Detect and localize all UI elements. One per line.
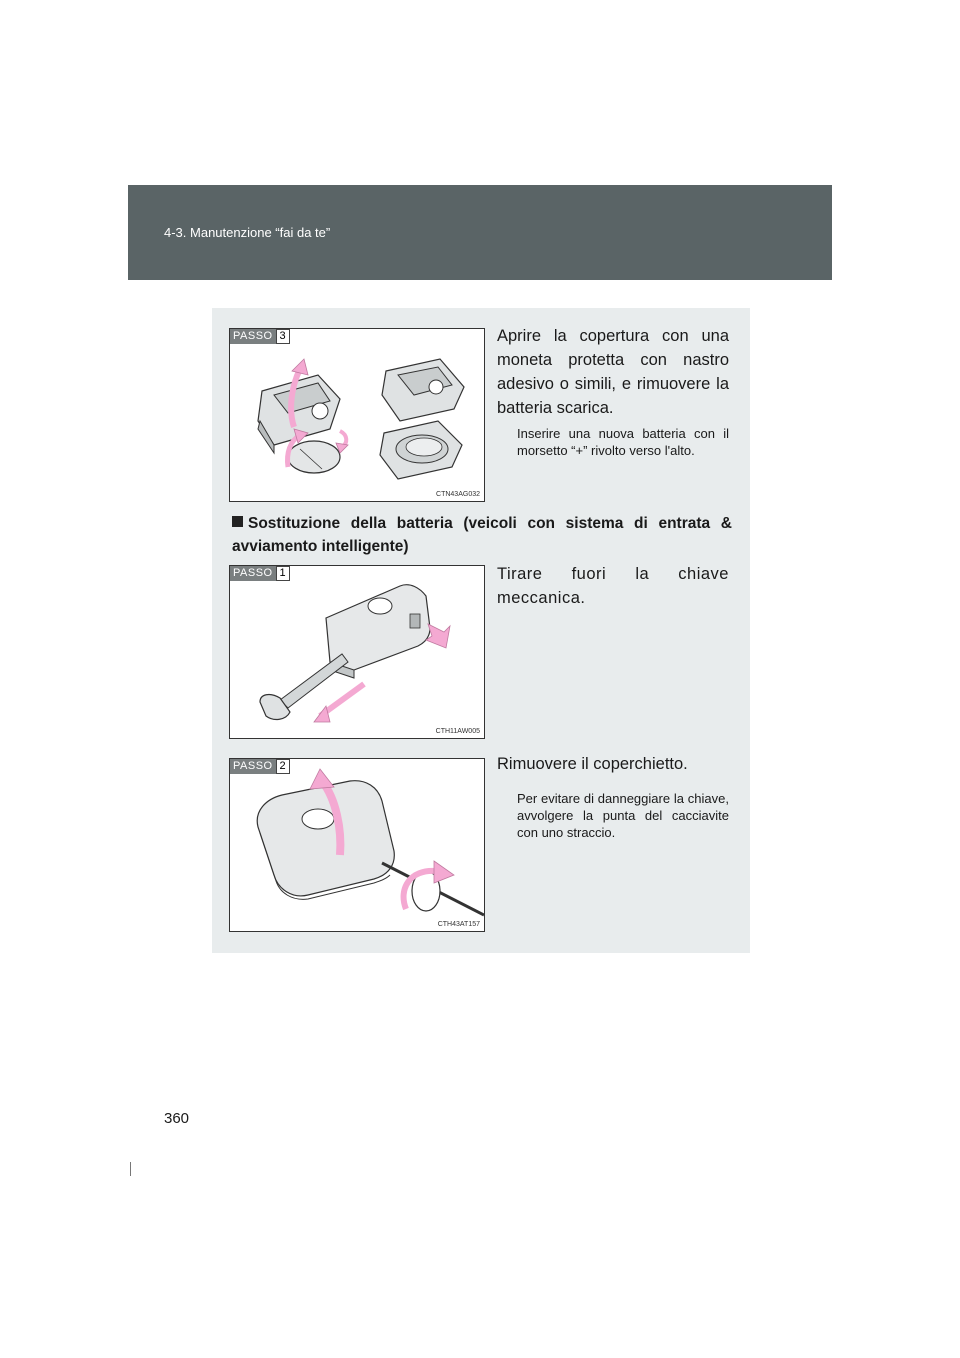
figure-step-1: [229, 565, 485, 739]
battery-replace-illustration: [230, 329, 485, 502]
step-number: 3: [276, 329, 290, 344]
chapter-header: [128, 185, 832, 280]
step-3-instruction: Aprire la copertura con una moneta protetta con nastro adesivo o simili, e rimuovere la batteria scarica.: [497, 327, 729, 417]
step-number: 1: [276, 566, 290, 581]
step-label: PASSO: [230, 566, 276, 581]
margin-mark: [130, 1162, 131, 1176]
step-badge: [230, 566, 290, 581]
figure-code: CTH43AT157: [437, 921, 480, 928]
section-heading: [232, 512, 732, 558]
cover-removal-illustration: [230, 759, 485, 932]
step-1-instruction: Tirare fuori la chiave meccanica.: [497, 565, 729, 607]
step-3-note: Inserire una nuova batteria con il morsetto “+” rivolto verso l'alto.: [517, 426, 729, 458]
step-label: PASSO: [230, 759, 276, 774]
figure-step-3: [229, 328, 485, 502]
figure-step-2: [229, 758, 485, 932]
mechanical-key-illustration: [230, 566, 485, 739]
step-number: 2: [276, 759, 290, 774]
section-heading-text: Sostituzione della batteria (veicoli con sistema di entrata & avviamento intelligente): [232, 515, 732, 555]
step-badge: [230, 759, 290, 774]
chapter-title: 4-3. Manutenzione “fai da te”: [164, 225, 331, 240]
step-2-note: Per evitare di danneggiare la chiave, avvolgere la punta del cacciavite con uno straccio.: [517, 791, 729, 840]
page-number: 360: [164, 1110, 190, 1127]
figure-code: CTN43AG032: [436, 491, 480, 498]
step-label: PASSO: [230, 329, 276, 344]
step-badge: [230, 329, 290, 344]
step-2-instruction: Rimuovere il coperchietto.: [497, 755, 688, 773]
figure-code: CTH11AW005: [435, 728, 480, 735]
